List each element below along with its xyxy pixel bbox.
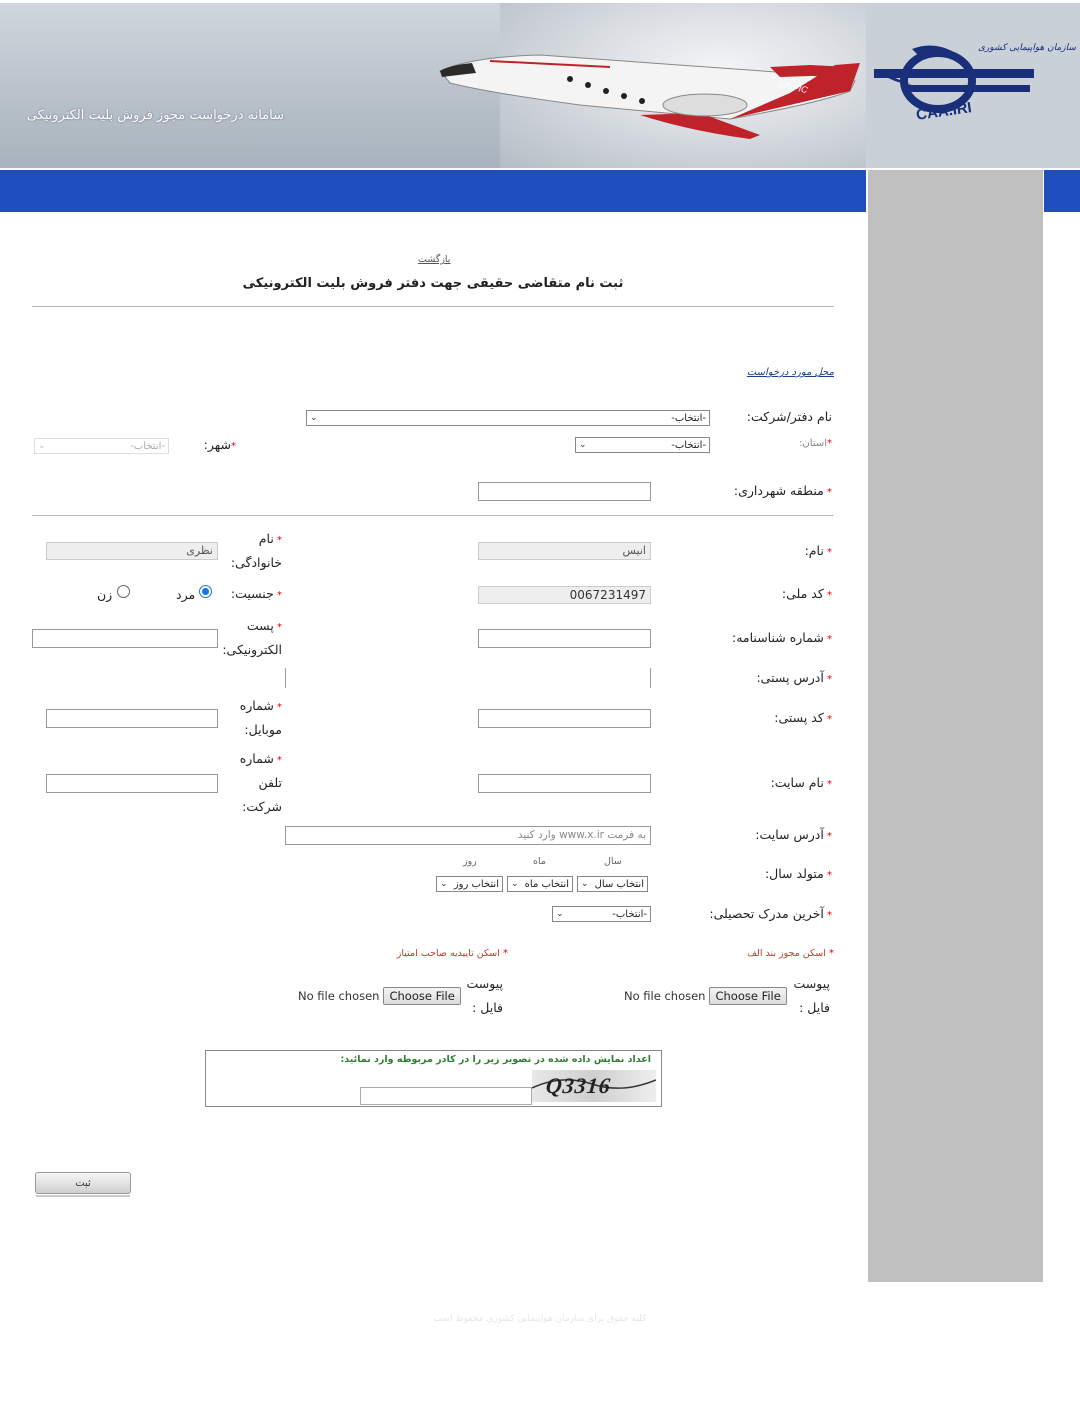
submit-button[interactable]: ثبت (35, 1172, 131, 1194)
captcha-image (532, 1070, 656, 1102)
captcha-input[interactable] (360, 1087, 532, 1105)
file-a-status: No file chosen (624, 989, 706, 1003)
address-label: * آدرس پستی: (756, 670, 832, 685)
chevron-down-icon: ⌄ (511, 879, 519, 889)
attach-b-label-2: فایل : (472, 1000, 503, 1015)
nav-bar-right (1044, 170, 1080, 212)
gender-male-radio[interactable] (199, 585, 212, 598)
company-phone-label-3: شرکت: (242, 799, 282, 814)
submit-shadow (36, 1195, 130, 1197)
birth-year-label: * متولد سال: (764, 866, 832, 881)
mobile-label: * شماره (239, 698, 282, 713)
email-label-2: الکترونیکی: (222, 642, 282, 657)
chevron-down-icon: ⌄ (38, 441, 46, 451)
chevron-down-icon: ⌄ (310, 413, 318, 423)
scan-a-label: * اسکن مجوز بند الف (747, 948, 834, 959)
choose-file-a-button[interactable]: Choose File (709, 987, 786, 1005)
last-name-label: * نام (258, 531, 282, 546)
degree-label: * آخرین مدرک تحصیلی: (709, 906, 832, 921)
last-name-input[interactable]: نظری (46, 542, 218, 560)
office-label: نام دفتر/شرکت: (746, 409, 832, 424)
birth-cert-label: * شماره شناسنامه: (732, 630, 832, 645)
page-title: ثبت نام متقاضی حقیقی جهت دفتر فروش بلیت الکترونیکی (242, 276, 624, 291)
municipality-label: * منطقه شهرداری: (733, 483, 832, 498)
svg-text:EP-FIC: EP-FIC (777, 79, 809, 96)
header-banner (0, 3, 866, 168)
mobile-input[interactable] (46, 709, 218, 728)
birth-cert-input[interactable] (478, 629, 651, 648)
degree-select[interactable]: -انتخاب- ⌄ (552, 906, 651, 922)
back-link[interactable]: بازگشت (418, 254, 451, 265)
office-select[interactable]: -انتخاب- ⌄ (306, 410, 710, 426)
attach-a-label-2: فایل : (799, 1000, 830, 1015)
mobile-label-2: موبایل: (244, 722, 282, 737)
chevron-down-icon: ⌄ (581, 879, 589, 889)
attach-b-label: پیوست (466, 976, 503, 991)
section-link-location[interactable]: محل مورد درخواست (746, 367, 834, 378)
address-input[interactable] (285, 668, 651, 688)
day-caption: روز (463, 856, 477, 867)
site-name-input[interactable] (478, 774, 651, 793)
site-address-label: * آدرس سایت: (755, 827, 832, 842)
footer-copyright: کلیه حقوق برای سازمان هواپیمایی کشوری محفوظ است (433, 1314, 647, 1324)
scan-b-label: * اسکن تاییدیه صاحب امتیاز (396, 948, 508, 959)
first-name-label: * نام: (804, 543, 832, 558)
divider (32, 515, 834, 516)
national-code-input[interactable]: 0067231497 (478, 586, 651, 604)
chevron-down-icon: ⌄ (440, 879, 448, 889)
city-label: *شهر: (203, 437, 236, 452)
gender-male-label: مرد (176, 587, 196, 602)
captcha-box (205, 1050, 662, 1107)
logo-caption: سازمان هواپیمایی کشوری (978, 43, 1076, 53)
file-input-b[interactable] (298, 987, 461, 1005)
month-caption: ماه (533, 856, 546, 867)
gender-female-label: زن (97, 587, 113, 602)
nav-bar (0, 170, 866, 212)
company-phone-label: * شماره (239, 751, 282, 766)
last-name-label-2: خانوادگی: (230, 555, 282, 570)
chevron-down-icon: ⌄ (556, 909, 564, 919)
province-select[interactable]: -انتخاب- ⌄ (575, 437, 710, 453)
side-column (868, 170, 1043, 1282)
month-select[interactable]: انتخاب ماه ⌄ (507, 876, 573, 892)
city-select[interactable]: -انتخاب- ⌄ (34, 438, 169, 454)
airplane-image (430, 43, 866, 143)
chevron-down-icon: ⌄ (579, 440, 587, 450)
national-code-label: * کد ملی: (781, 586, 832, 601)
logo-area (866, 3, 1080, 168)
year-caption: سال (604, 856, 622, 867)
day-select[interactable]: انتخاب روز ⌄ (436, 876, 503, 892)
postal-code-label: * کد پستی: (774, 710, 832, 725)
captcha-code: Q3316 (544, 1073, 613, 1098)
email-label: * پست (246, 618, 282, 633)
site-name-label: * نام سایت: (770, 775, 832, 790)
postal-code-input[interactable] (478, 709, 651, 728)
site-address-input[interactable]: به فرمت www.x.ir وارد کنید (285, 826, 651, 845)
logo-text: CAA.IRI (915, 99, 973, 124)
province-label: *استان: (799, 438, 832, 449)
company-phone-input[interactable] (46, 774, 218, 793)
gender-label: * جنسیت: (230, 586, 282, 601)
app-title: سامانه درخواست مجوز فروش بلیت الکترونیکی (26, 108, 284, 123)
gender-female-radio[interactable] (117, 585, 130, 598)
choose-file-b-button[interactable]: Choose File (383, 987, 460, 1005)
first-name-input[interactable]: انیس (478, 542, 651, 560)
email-input[interactable] (32, 629, 218, 648)
company-phone-label-2: تلفن (258, 775, 282, 790)
captcha-instruction: اعداد نمایش داده شده در تصویر زیر را در کادر مربوطه وارد نمائید: (340, 1054, 651, 1065)
divider (32, 306, 834, 307)
year-select[interactable]: انتخاب سال ⌄ (577, 876, 648, 892)
file-input-a[interactable] (624, 987, 787, 1005)
municipality-input[interactable] (478, 482, 651, 501)
attach-a-label: پیوست (793, 976, 830, 991)
file-b-status: No file chosen (298, 989, 380, 1003)
